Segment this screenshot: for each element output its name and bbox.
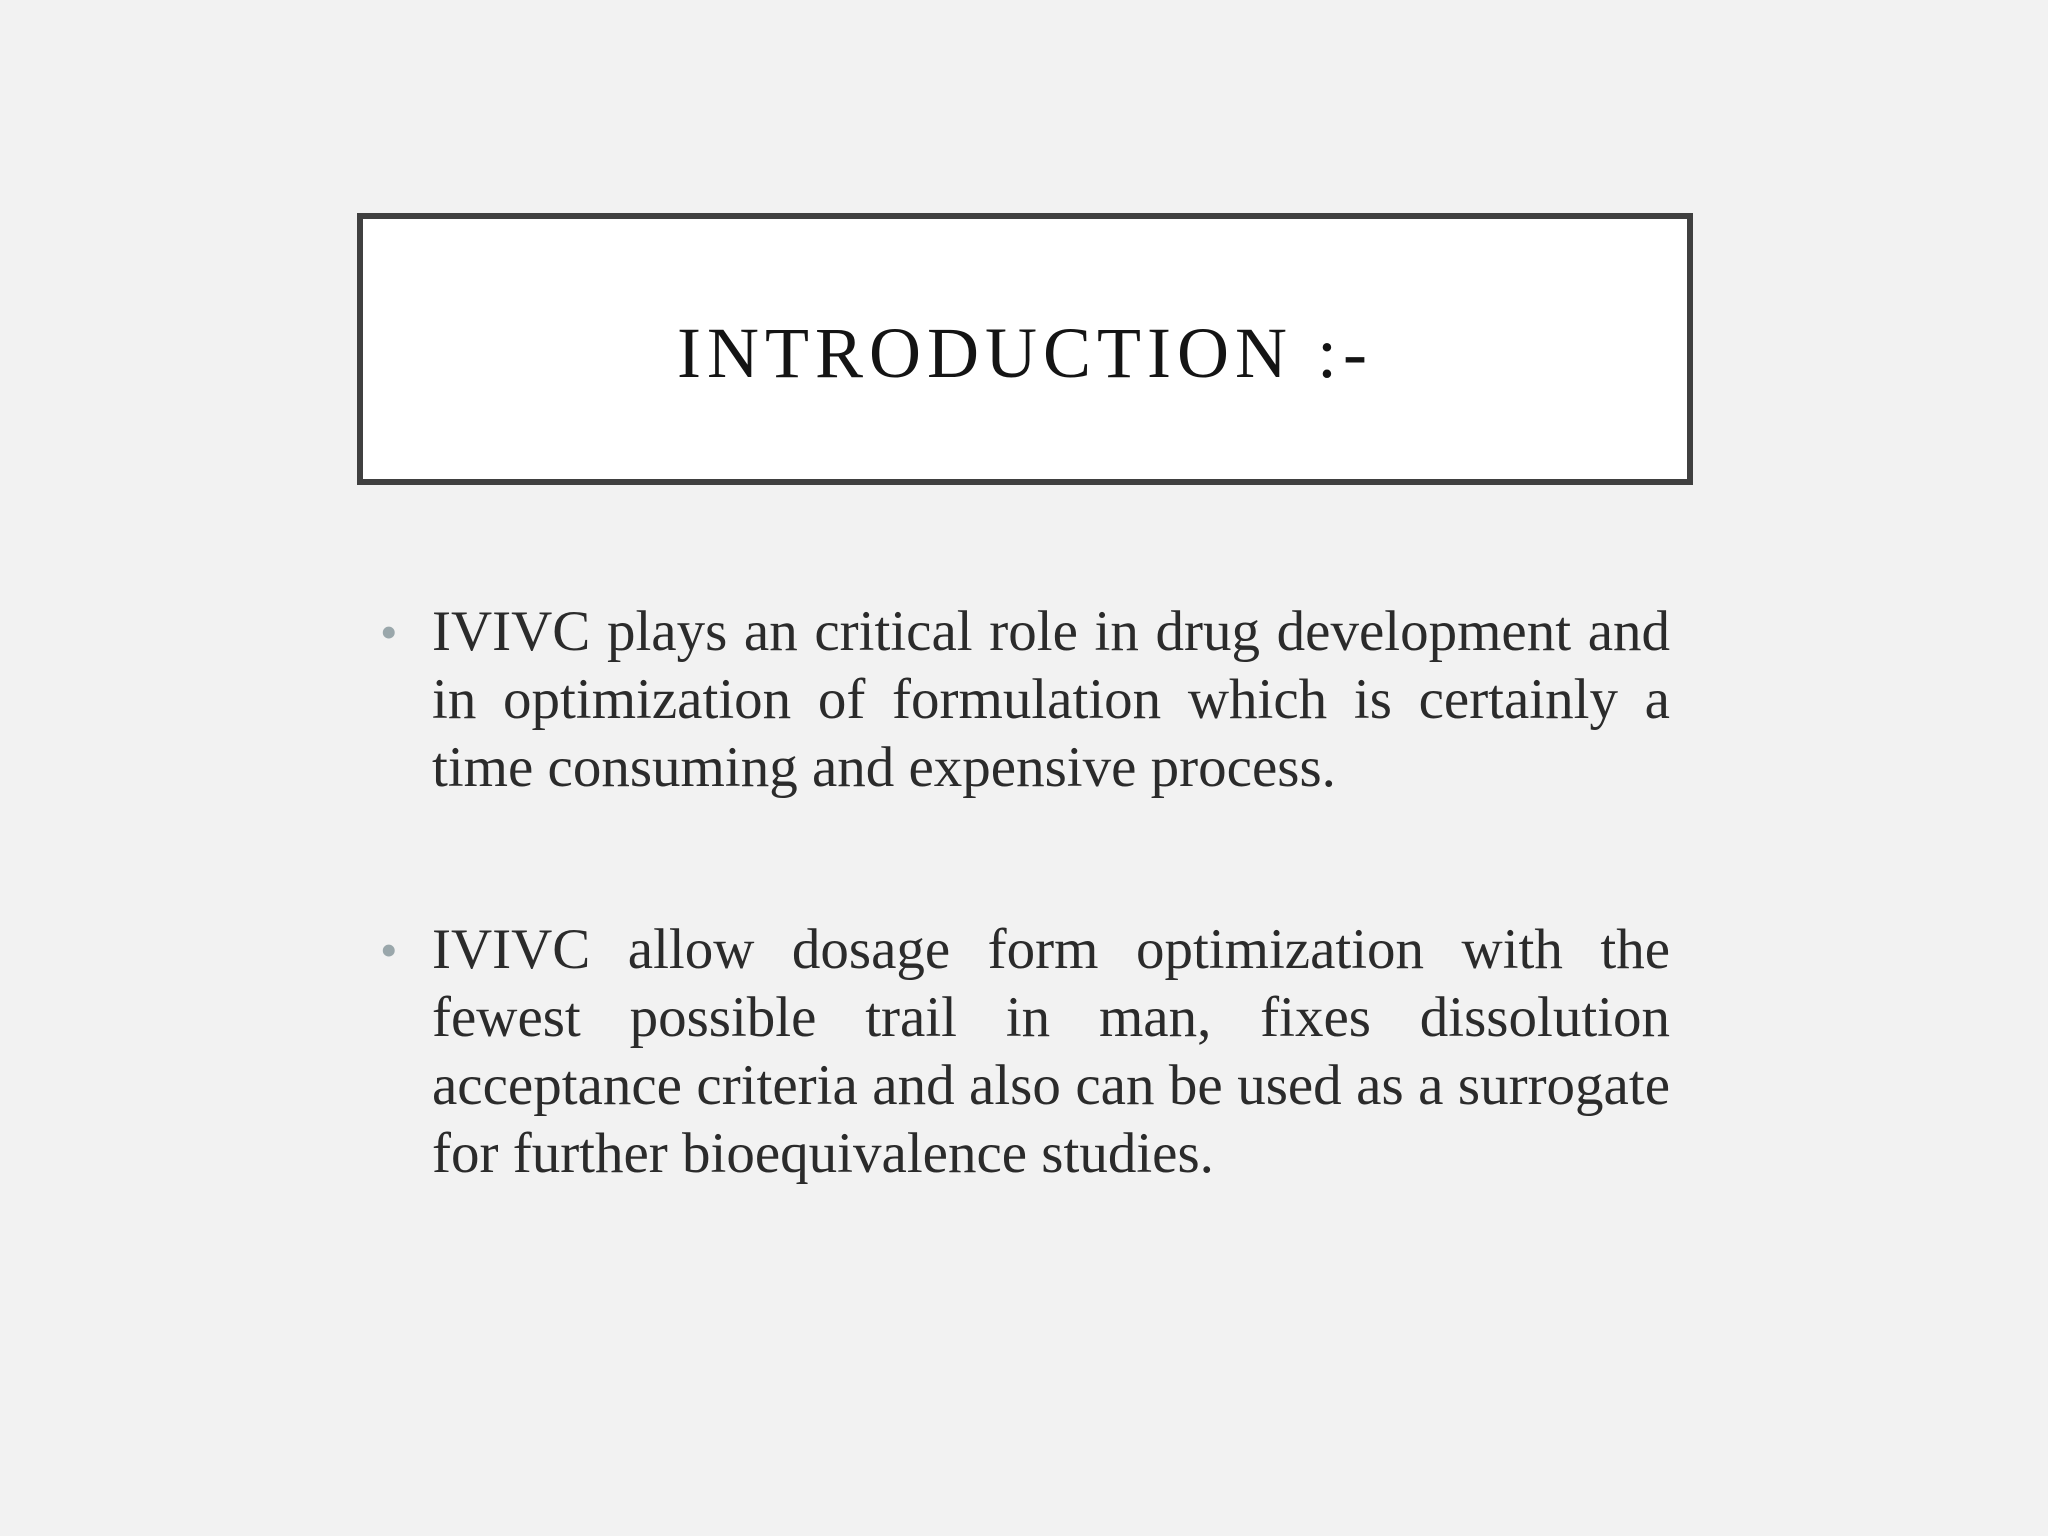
bullet-text: IVIVC plays an critical role in drug development and in optimization of formulation which is certainly a time consuming and expensive process. — [432, 600, 1670, 799]
title-box — [357, 213, 1693, 485]
bullet-list — [380, 598, 1670, 1302]
bullet-icon: • — [380, 604, 398, 660]
slide-title: INTRODUCTION :- — [677, 312, 1373, 393]
bullet-icon: • — [380, 922, 398, 978]
bullet-text: IVIVC allow dosage form optimization with the fewest possible trail in man, fixes dissolution acceptance criteria and also can be used as a surrogate for further bioequivalence studies. — [432, 918, 1670, 1185]
bullet-item — [380, 598, 1670, 802]
bullet-item — [380, 916, 1670, 1188]
